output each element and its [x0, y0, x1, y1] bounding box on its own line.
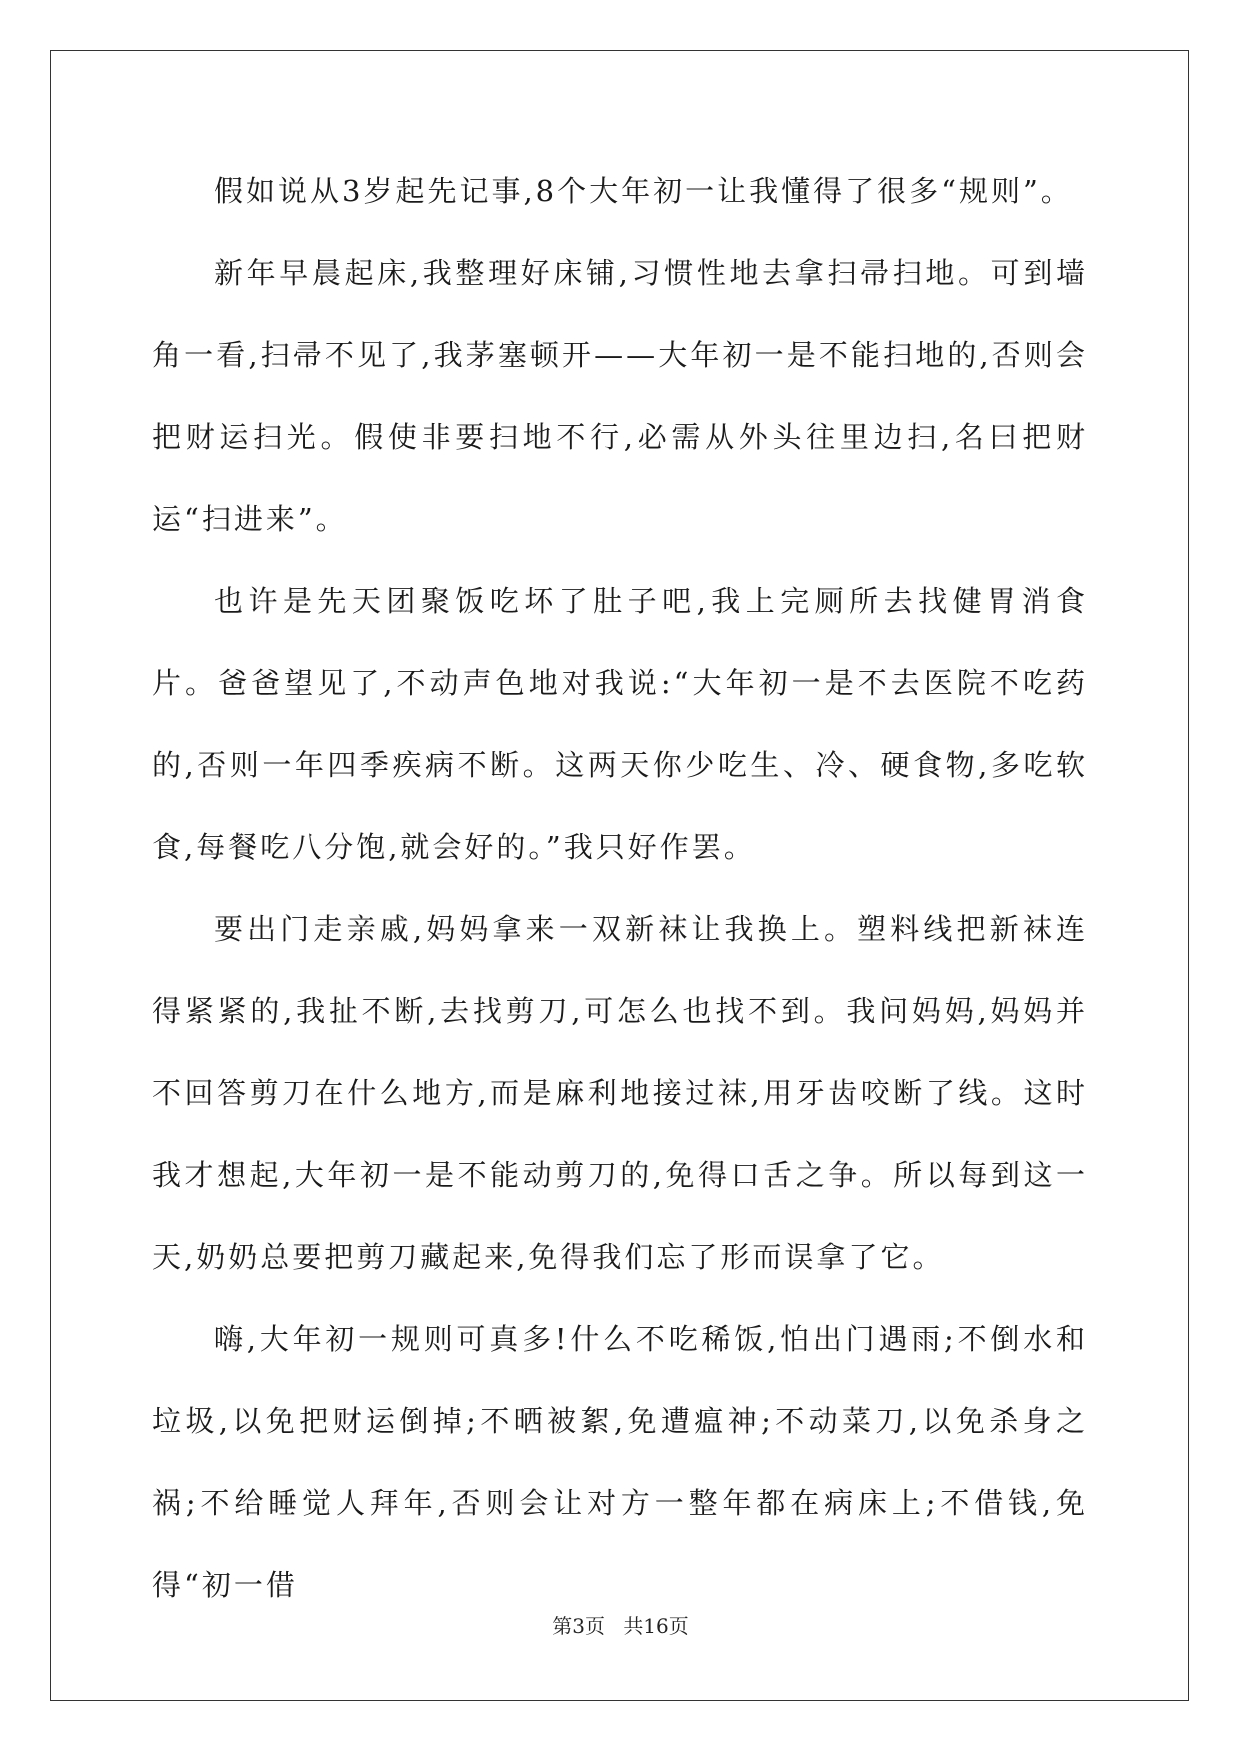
paragraph-2: 新年早晨起床,我整理好床铺,习惯性地去拿扫帚扫地。可到墙角一看,扫帚不见了,我茅塞顿开——大年初一是不能扫地的,否则会把财运扫光。假使非要扫地不行,必需从外头往里边扫,名曰把财运“扫进来”。: [152, 256, 1088, 536]
document-body: [152, 150, 1088, 1626]
paragraph-5: 嗨,大年初一规则可真多!什么不吃稀饭,怕出门遇雨;不倒水和垃圾,以免把财运倒掉;不晒被絮,免遭瘟神;不动菜刀,以免杀身之祸;不给睡觉人拜年,否则会让对方一整年都在病床上;不借钱,免得“初一借: [152, 1322, 1088, 1602]
paragraph-4: 要出门走亲戚,妈妈拿来一双新袜让我换上。塑料线把新袜连得紧紧的,我扯不断,去找剪刀,可怎么也找不到。我问妈妈,妈妈并不回答剪刀在什么地方,而是麻利地接过袜,用牙齿咬断了线。这时我才想起,大年初一是不能动剪刀的,免得口舌之争。所以每到这一天,奶奶总要把剪刀藏起来,免得我们忘了形而误拿了它。: [152, 912, 1088, 1274]
paragraph-1: 假如说从3岁起先记事,8个大年初一让我懂得了很多“规则”。: [214, 174, 1073, 208]
page-total: 共16页: [623, 1614, 689, 1638]
page-number: 第3页: [552, 1614, 605, 1638]
page-footer: [0, 1610, 1241, 1639]
paragraph-3: 也许是先天团聚饭吃坏了肚子吧,我上完厕所去找健胃消食片。爸爸望见了,不动声色地对我说:“大年初一是不去医院不吃药的,否则一年四季疾病不断。这两天你少吃生、冷、硬食物,多吃软食,每餐吃八分饱,就会好的。”我只好作罢。: [152, 584, 1088, 864]
